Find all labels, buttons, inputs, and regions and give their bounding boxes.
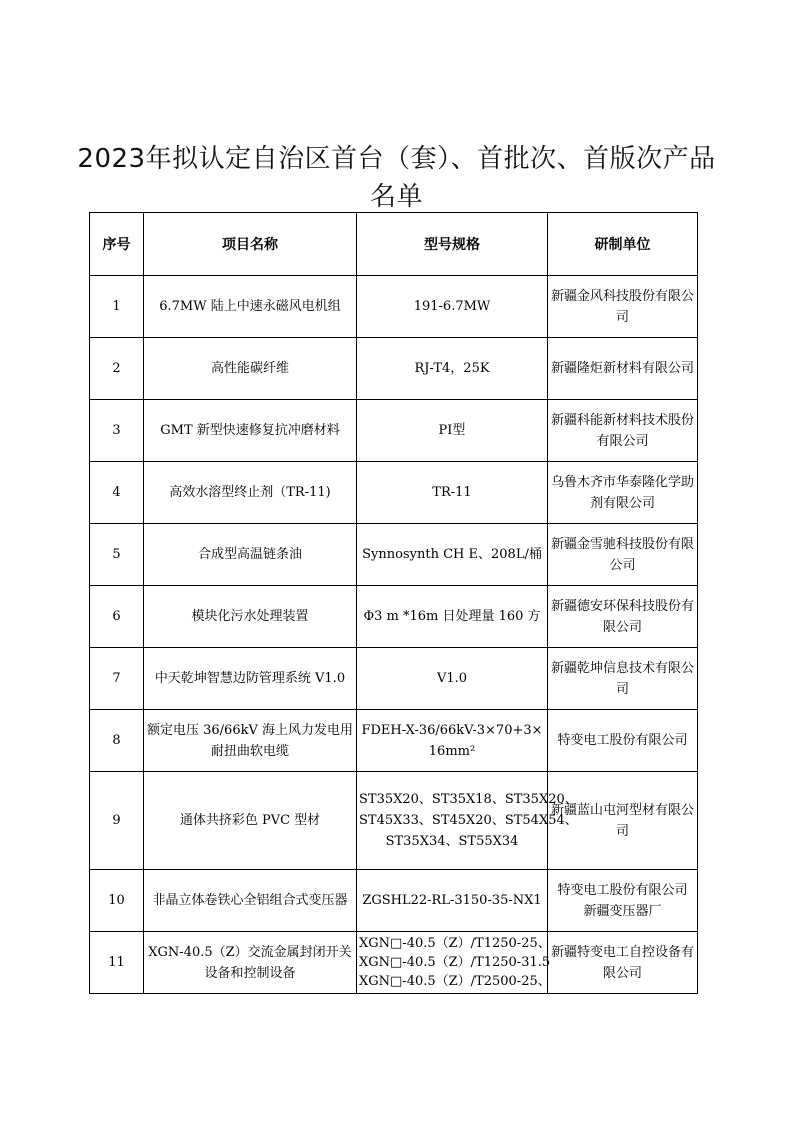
- cell-spec: Φ3 m *16m 日处理量 160 方: [357, 586, 548, 648]
- cell-seq: 6: [90, 586, 144, 648]
- cell-name: GMT 新型快速修复抗冲磨材料: [144, 400, 357, 462]
- cell-seq: 7: [90, 648, 144, 710]
- cell-name: 非晶立体卷铁心全铝组合式变压器: [144, 870, 357, 932]
- table-row: [90, 524, 698, 586]
- cell-name: 高效水溶型终止剂（TR-11): [144, 462, 357, 524]
- cell-name: 高性能碳纤维: [144, 338, 357, 400]
- header-seq: 序号: [90, 213, 144, 276]
- header-spec: 型号规格: [357, 213, 548, 276]
- cell-spec: RJ-T4，25K: [357, 338, 548, 400]
- cell-seq: 4: [90, 462, 144, 524]
- cell-seq: 3: [90, 400, 144, 462]
- cell-spec: V1.0: [357, 648, 548, 710]
- table-row: [90, 586, 698, 648]
- table-row: [90, 462, 698, 524]
- table-row: [90, 400, 698, 462]
- cell-spec: [357, 772, 578, 870]
- cell-unit: 特变电工股份有限公司: [548, 710, 698, 772]
- cell-seq: 8: [90, 710, 144, 772]
- header-name: 项目名称: [144, 213, 357, 276]
- cell-unit: 新疆科能新材料技术股份有限公司: [548, 400, 698, 462]
- cell-name: 合成型高温链条油: [144, 524, 357, 586]
- cell-seq: 10: [90, 870, 144, 932]
- spec-line: XGN□-40.5（Z）/T2500-25、: [359, 974, 551, 989]
- cell-name: 6.7MW 陆上中速永磁风电机组: [144, 276, 357, 338]
- cell-spec: FDEH-X-36/66kV-3×70+3×16mm²: [357, 710, 548, 772]
- cell-name: 额定电压 36/66kV 海上风力发电用耐扭曲软电缆: [144, 710, 357, 772]
- document-title: [60, 140, 733, 216]
- cell-seq: 11: [90, 932, 144, 994]
- cell-seq: 9: [90, 772, 144, 870]
- cell-unit: 新疆金雪驰科技股份有限公司: [548, 524, 698, 586]
- table-row: [90, 648, 698, 710]
- cell-unit: 新疆德安环保科技股份有限公司: [548, 586, 698, 648]
- table-row: [90, 870, 698, 932]
- cell-name: 通体共挤彩色 PVC 型材: [144, 772, 357, 870]
- spec-line: ST45X33、ST45X20、ST54X54、: [359, 813, 578, 828]
- unit-line: 特变电工股份有限公司: [557, 882, 688, 898]
- cell-unit: 新疆金风科技股份有限公司: [548, 276, 698, 338]
- product-list-table: [89, 212, 698, 994]
- spec-line: ST35X34、ST55X34: [385, 834, 519, 849]
- cell-name: 中天乾坤智慧边防管理系统 V1.0: [144, 648, 357, 710]
- cell-unit: 新疆特变电工自控设备有限公司: [548, 932, 698, 994]
- cell-spec: 191-6.7MW: [357, 276, 548, 338]
- cell-spec: [357, 932, 551, 994]
- cell-unit: 新疆蓝山屯河型材有限公司: [548, 772, 698, 870]
- table-row: [90, 772, 698, 870]
- cell-spec: ZGSHL22-RL-3150-35-NX1: [357, 870, 548, 932]
- title-line-2: 名单: [369, 182, 423, 212]
- spec-line: XGN□-40.5（Z）/T1250-25、: [359, 936, 551, 951]
- table-row: [90, 276, 698, 338]
- table-row: [90, 710, 698, 772]
- cell-unit: 新疆乾坤信息技术有限公司: [548, 648, 698, 710]
- spec-line: ST35X20、ST35X18、ST35X20、: [359, 792, 578, 807]
- cell-seq: 1: [90, 276, 144, 338]
- cell-seq: 2: [90, 338, 144, 400]
- cell-spec: PⅠ型: [357, 400, 548, 462]
- cell-spec: TR-11: [357, 462, 548, 524]
- cell-seq: 5: [90, 524, 144, 586]
- cell-name: 模块化污水处理装置: [144, 586, 357, 648]
- table-row: [90, 932, 698, 994]
- cell-unit: 新疆隆炬新材料有限公司: [548, 338, 698, 400]
- header-unit: 研制单位: [548, 213, 698, 276]
- title-line-1: 2023年拟认定自治区首台（套）、首批次、首版次产品: [77, 144, 716, 174]
- table-row: [90, 338, 698, 400]
- cell-spec: Synnosynth CH E、208L/桶: [357, 524, 548, 586]
- cell-unit: 乌鲁木齐市华泰隆化学助剂有限公司: [548, 462, 698, 524]
- spec-line: XGN□-40.5（Z）/T1250-31.5: [359, 955, 551, 970]
- cell-name: XGN-40.5（Z）交流金属封闭开关设备和控制设备: [144, 932, 357, 994]
- cell-unit: [548, 870, 698, 932]
- spec-clip: [359, 934, 551, 991]
- table-header-row: [90, 213, 698, 276]
- unit-line: 新疆变压器厂: [583, 903, 662, 919]
